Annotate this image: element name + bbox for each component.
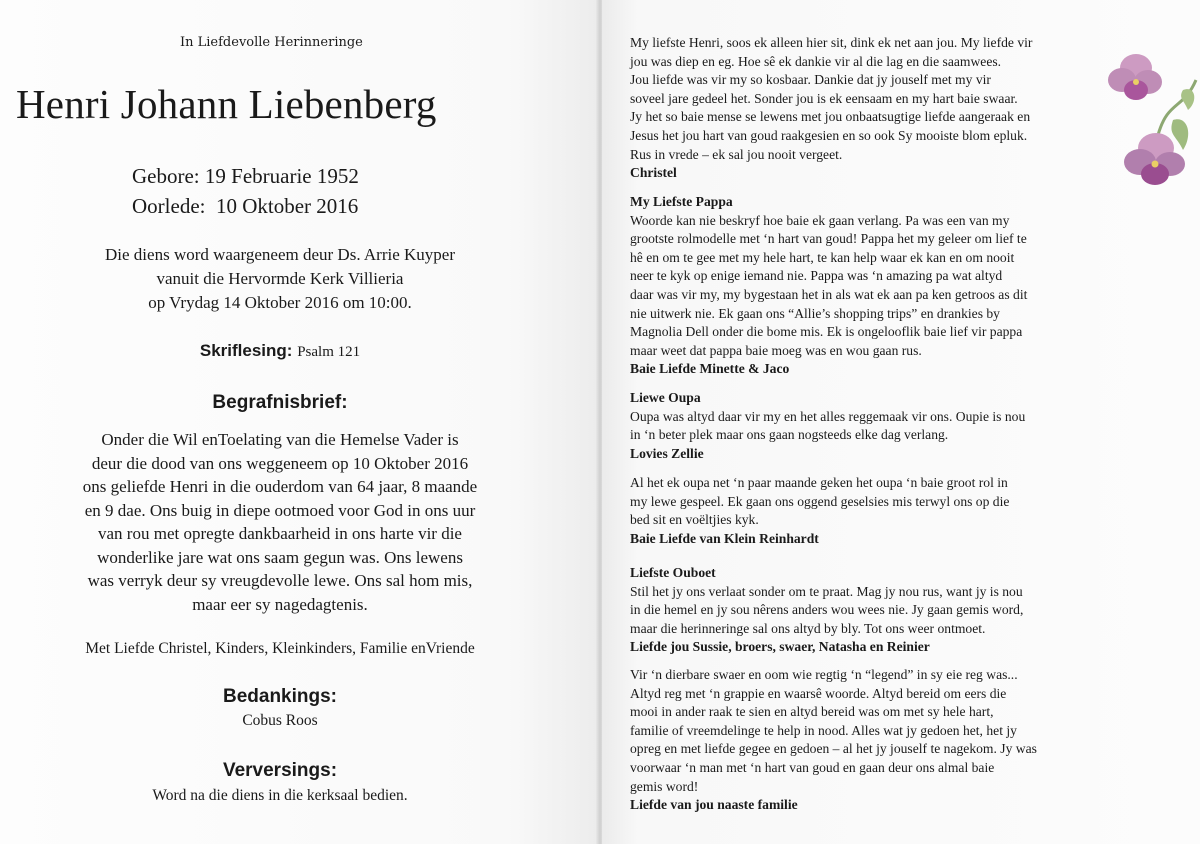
tribute-title: Liewe Oupa [630, 390, 701, 405]
tribute-signature: Baie Liefde van Klein Reinhardt [630, 530, 819, 546]
tribute-line: Altyd reg met ‘n grappie en waarsê woorde. Altyd bereid om eers die [630, 685, 1007, 701]
tribute-oupa [630, 389, 1160, 463]
reading-value: Psalm 121 [297, 344, 361, 360]
tribute-line: maar weet dat pappa baie moeg was en wou gaan rus. [630, 342, 922, 358]
service-line-3: op Vrydag 14 Oktober 2016 om 10:00. [148, 293, 412, 312]
right-page [602, 0, 1200, 844]
refreshments-value: Word na die diens in die kerksaal bedien. [152, 787, 408, 804]
funeral-letter-heading: Begrafnisbrief: [212, 392, 348, 413]
tribute-title: Liefste Ouboet [630, 565, 716, 580]
tribute-line: gemis word! [630, 778, 699, 794]
life-dates [132, 161, 359, 221]
tribute-line: jou was diep en eg. Hoe sê ek dankie vir al die lag en die saamwees. [630, 53, 1002, 69]
tribute-line: soveel jare gedeel het. Sonder jou is ek eensaam en my hart baie swaar. [630, 90, 1018, 106]
tribute-family [630, 666, 1160, 815]
tribute-line: my lewe gespeel. Ek gaan ons oggend geselsies mis terwyl ons op die [630, 493, 1010, 509]
letter-line: deur die dood van ons weggeneem op 10 Oktober 2016 [91, 453, 469, 473]
tribute-line: maar die herinneringe sal ons altyd by bly. Tot ons weer ontmoet. [630, 620, 986, 636]
letter-line: Onder die Wil enToelating van die Hemelse Vader is [101, 430, 459, 449]
family-signoff: Met Liefde Christel, Kinders, Kleinkinders, Familie enVriende [85, 640, 475, 657]
tribute-line: opreg en met liefde gegee en gedoen – al het jy jouself te nagekom. Jy was [630, 741, 1037, 757]
tribute-line: Stil het jy ons verlaat sonder om te praat. Mag jy nou rus, want jy is nou [630, 583, 1023, 599]
tribute-line: neer te kyk op enige iemand nie. Pappa was ‘n amazing pa wat altyd [630, 268, 1003, 284]
letter-line: en 9 dae. Ons buig in diepe ootmoed voor God in ons uur [84, 500, 476, 520]
born-date: Gebore: 19 Februarie 1952 [132, 164, 359, 188]
tribute-line: in ‘n beter plek maar ons gaan nogsteeds elke dag verlang. [630, 427, 949, 443]
service-details [30, 243, 530, 315]
tribute-line: Al het ek oupa net ‘n paar maande geken het oupa ‘n baie groot rol in [630, 475, 1008, 490]
funeral-letter [30, 428, 530, 616]
tribute-line: Vir ‘n dierbare swaer en oom wie regtig ‘n “legend” in sy eie reg was... [630, 667, 1018, 682]
tribute-signature: Liefde van jou naaste familie [630, 797, 798, 813]
tribute-christel [630, 34, 1160, 183]
tribute-line: My liefste Henri, soos ek alleen hier sit, dink ek net aan jou. My liefde vir [630, 35, 1033, 50]
letter-line: wonderlike jare wat ons saam gegun was. Ons lewens [97, 547, 463, 567]
letter-line: maar eer sy nagedagtenis. [192, 594, 368, 614]
tribute-signature: Baie Liefde Minette & Jaco [630, 361, 790, 377]
tribute-line: Woorde kan nie beskryf hoe baie ek gaan verlang. Pa was een van my [630, 212, 1010, 228]
thanks-value: Cobus Roos [242, 712, 318, 729]
tribute-line: in die hemel en jy sou nêrens anders wou wees nie. Jy gaan gemis word, [630, 602, 1024, 618]
refreshments-heading: Verversings: [222, 760, 338, 781]
service-line-1: Die diens word waargeneem deur Ds. Arrie Kuyper [105, 245, 455, 264]
tribute-line: grootste rolmodelle met ‘n hart van goud! Pappa het my geleer om lief te [630, 231, 1027, 247]
tribute-line: daar was vir my, my bygestaan het in als wat ek aan pa ken getroos as dit [630, 286, 1028, 302]
tribute-line: Rus in vrede – ek sal jou nooit vergeet. [630, 146, 843, 162]
tribute-line: Magnolia Dell onder die bome mis. Ek is ongelooflik baie lief vir pappa [630, 324, 1023, 340]
tribute-reinhardt [630, 474, 1160, 548]
tribute-line: bed sit en voëltjies kyk. [630, 512, 759, 528]
deceased-name: Henri Johann Liebenberg [16, 81, 437, 127]
tribute-line: Jou liefde was vir my so kosbaar. Dankie dat jy jouself met my vir [630, 72, 991, 88]
letter-line: van rou met opregte dankbaarheid in ons harte vir die [98, 524, 462, 543]
tribute-line: Jy het so baie mense se lewens met jou onbaatsugtige liefde aangeraak en [630, 109, 1031, 125]
tribute-title: My Liefste Pappa [630, 194, 733, 209]
tribute-line: Jesus het jou hart van goud raakgesien en so ook Sy mooiste blom epluk. [630, 127, 1028, 143]
memory-caption: In Liefdevolle Herinneringe [180, 35, 363, 50]
service-line-2: vanuit die Hervormde Kerk Villieria [156, 269, 404, 288]
letter-line: was verryk deur sy vreugdevolle lewe. Ons sal hom mis, [87, 571, 473, 590]
tribute-signature: Liefde jou Sussie, broers, swaer, Natasha en Reinier [630, 639, 930, 655]
reading-label: Skriflesing: [199, 341, 293, 360]
tribute-pappa [630, 193, 1160, 379]
tribute-signature: Christel [630, 165, 677, 181]
tribute-line: voorwaar ‘n man met ‘n hart van goud en gaan deur ons almal baie [630, 759, 995, 775]
tribute-line: hê en om te gee met my hele hart, te kan help waar ek kan en om nooit [630, 249, 1015, 265]
thanks-heading: Bedankings: [222, 686, 338, 707]
scripture-reading [0, 340, 560, 362]
died-date: Oorlede: 10 Oktober 2016 [132, 194, 359, 218]
left-page [0, 0, 598, 844]
tribute-ouboet [630, 564, 1160, 657]
letter-line: ons geliefde Henri in die ouderdom van 64 jaar, 8 maande [82, 477, 478, 496]
tribute-signature: Lovies Zellie [630, 445, 704, 461]
tribute-line: mooi in ander raak te sien en altyd bereid was om met sy hele hart, [630, 704, 994, 720]
tribute-line: Oupa was altyd daar vir my en het alles reggemaak vir ons. Oupie is nou [630, 408, 1026, 424]
tribute-line: familie of vreemdelinge te help in nood. Alles wat jy gedoen het, het jy [630, 722, 1017, 738]
tribute-line: nie uitwerk nie. Ek gaan ons “Allie’s shopping trips” en drankies by [630, 305, 1000, 321]
